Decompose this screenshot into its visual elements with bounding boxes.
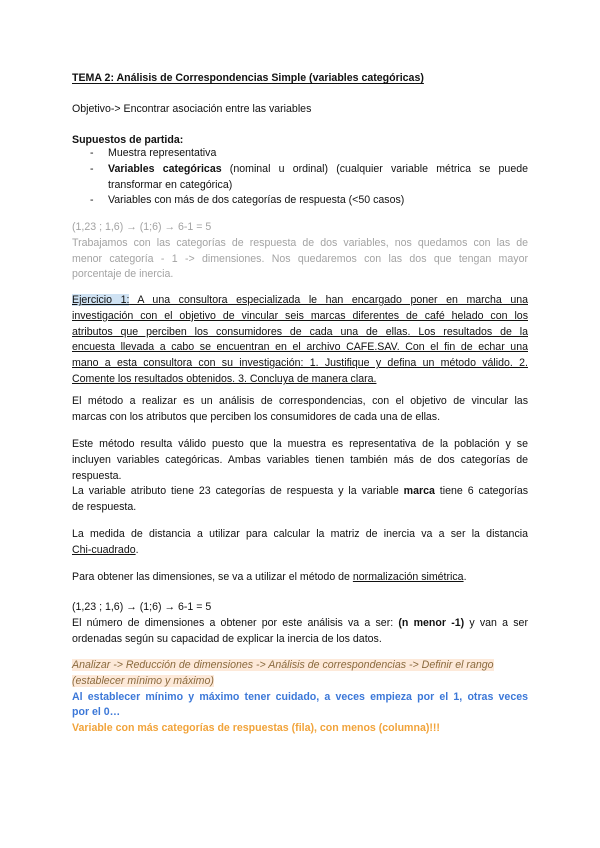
list-item-text: Variables categóricas (nominal u ordinal) (cualquier variable métrica se puede bbox=[108, 162, 528, 175]
formula-text: (1,23 ; 1,6) → (1;6) → 6-1 = 5 bbox=[72, 221, 212, 233]
notes-block: Analizar -> Reducción de dimensiones -> Análisis de correspondencias -> Definir el rango (establecer mínimo y máximo) Al establecer mínimo y máximo tener cuidado, a veces empieza por el 1, otras veces por el 0… Variable con más categorías de respuestas (fila), con menos (columna)!!! bbox=[72, 658, 528, 737]
menu-path-note: Analizar -> Reducción de dimensiones -> Análisis de correspondencias -> Definir el rango bbox=[72, 659, 494, 671]
paragraph-validity: Este método resulta válido puesto que la muestra es representativa de la población y se incluyen variables categóricas. Ambas variables tienen también más de dos categorías de respuesta. La variable atributo tiene 23 categorías de respuesta y la variable marca tiene 6 categorías de respuesta. bbox=[72, 438, 529, 514]
list-item-text: Muestra representativa bbox=[108, 147, 217, 159]
list-item: - Variables categóricas (nominal u ordinal) (cualquier variable métrica se puede bbox=[90, 162, 528, 178]
warning-note: Al establecer mínimo y máximo tener cuidado, a veces empieza por el 1, otras veces bbox=[72, 690, 528, 703]
formula-text: (1,23 ; 1,6) → (1;6) → 6-1 = 5 bbox=[72, 601, 212, 613]
list-item-text: transformar en categórica) bbox=[108, 178, 233, 191]
list-item-text: Variables con más de dos categorías de respuesta (<50 casos) bbox=[108, 194, 405, 207]
exercise-label: Ejercicio 1: bbox=[72, 294, 130, 306]
page-title: TEMA 2: Análisis de Correspondencias Simple (variables categóricas) bbox=[72, 72, 424, 84]
gray-note: (1,23 ; 1,6) → (1;6) → 6-1 = 5 Trabajamos con las categorías de respuesta de dos variables, nos quedamos con las de menor categoría - 1 -> dimensiones. Nos quedaremos con las dos que tengan mayor porcentaje de inercia. bbox=[72, 221, 528, 281]
paragraph-distance: La medida de distancia a utilizar para calcular la matriz de inercia va a ser la distancia Chi-cuadrado. bbox=[72, 528, 528, 556]
highlight-note: Variable con más categorías de respuestas (fila), con menos (columna)!!! bbox=[72, 722, 440, 735]
list-item: - Variables con más de dos categorías de respuesta (<50 casos) bbox=[90, 194, 405, 207]
assumptions-list bbox=[90, 146, 528, 209]
list-item bbox=[90, 178, 528, 194]
objective-text: Objetivo-> Encontrar asociación entre las variables bbox=[72, 103, 312, 115]
assumptions-heading: Supuestos de partida: bbox=[72, 134, 184, 146]
paragraph-method: El método a realizar es un análisis de correspondencias, con el objetivo de vincular las marcas con los atributos que perciben los consumidores de cada una de ellas. bbox=[72, 395, 528, 423]
paragraph-normalization: Para obtener las dimensiones, se va a utilizar el método de normalización simétrica. bbox=[72, 571, 467, 583]
exercise-statement: Ejercicio 1: A una consultora especializada le han encargado poner en marcha una investigación con el objetivo de vincular seis marcas diferentes de café helado con los atributos que perciben los consumidores de cada una de ellas. Los resultados de la encuesta llevada a cabo se encuentran en el archivo CAFE.SAV. Con el fin de echar una mano a esta consultora con su investigación: 1. Justifique y defina un método válido. 2. Comente los resultados obtenidos. 3. Concluya de manera clara. bbox=[72, 294, 528, 385]
list-item: - Muestra representativa bbox=[90, 147, 217, 159]
paragraph-dimensions: (1,23 ; 1,6) → (1;6) → 6-1 = 5 El número de dimensiones a obtener por este análisis va a ser: (n menor -1) y van a ser ordenadas según su capacidad de explicar la inercia de los datos. bbox=[72, 601, 528, 645]
